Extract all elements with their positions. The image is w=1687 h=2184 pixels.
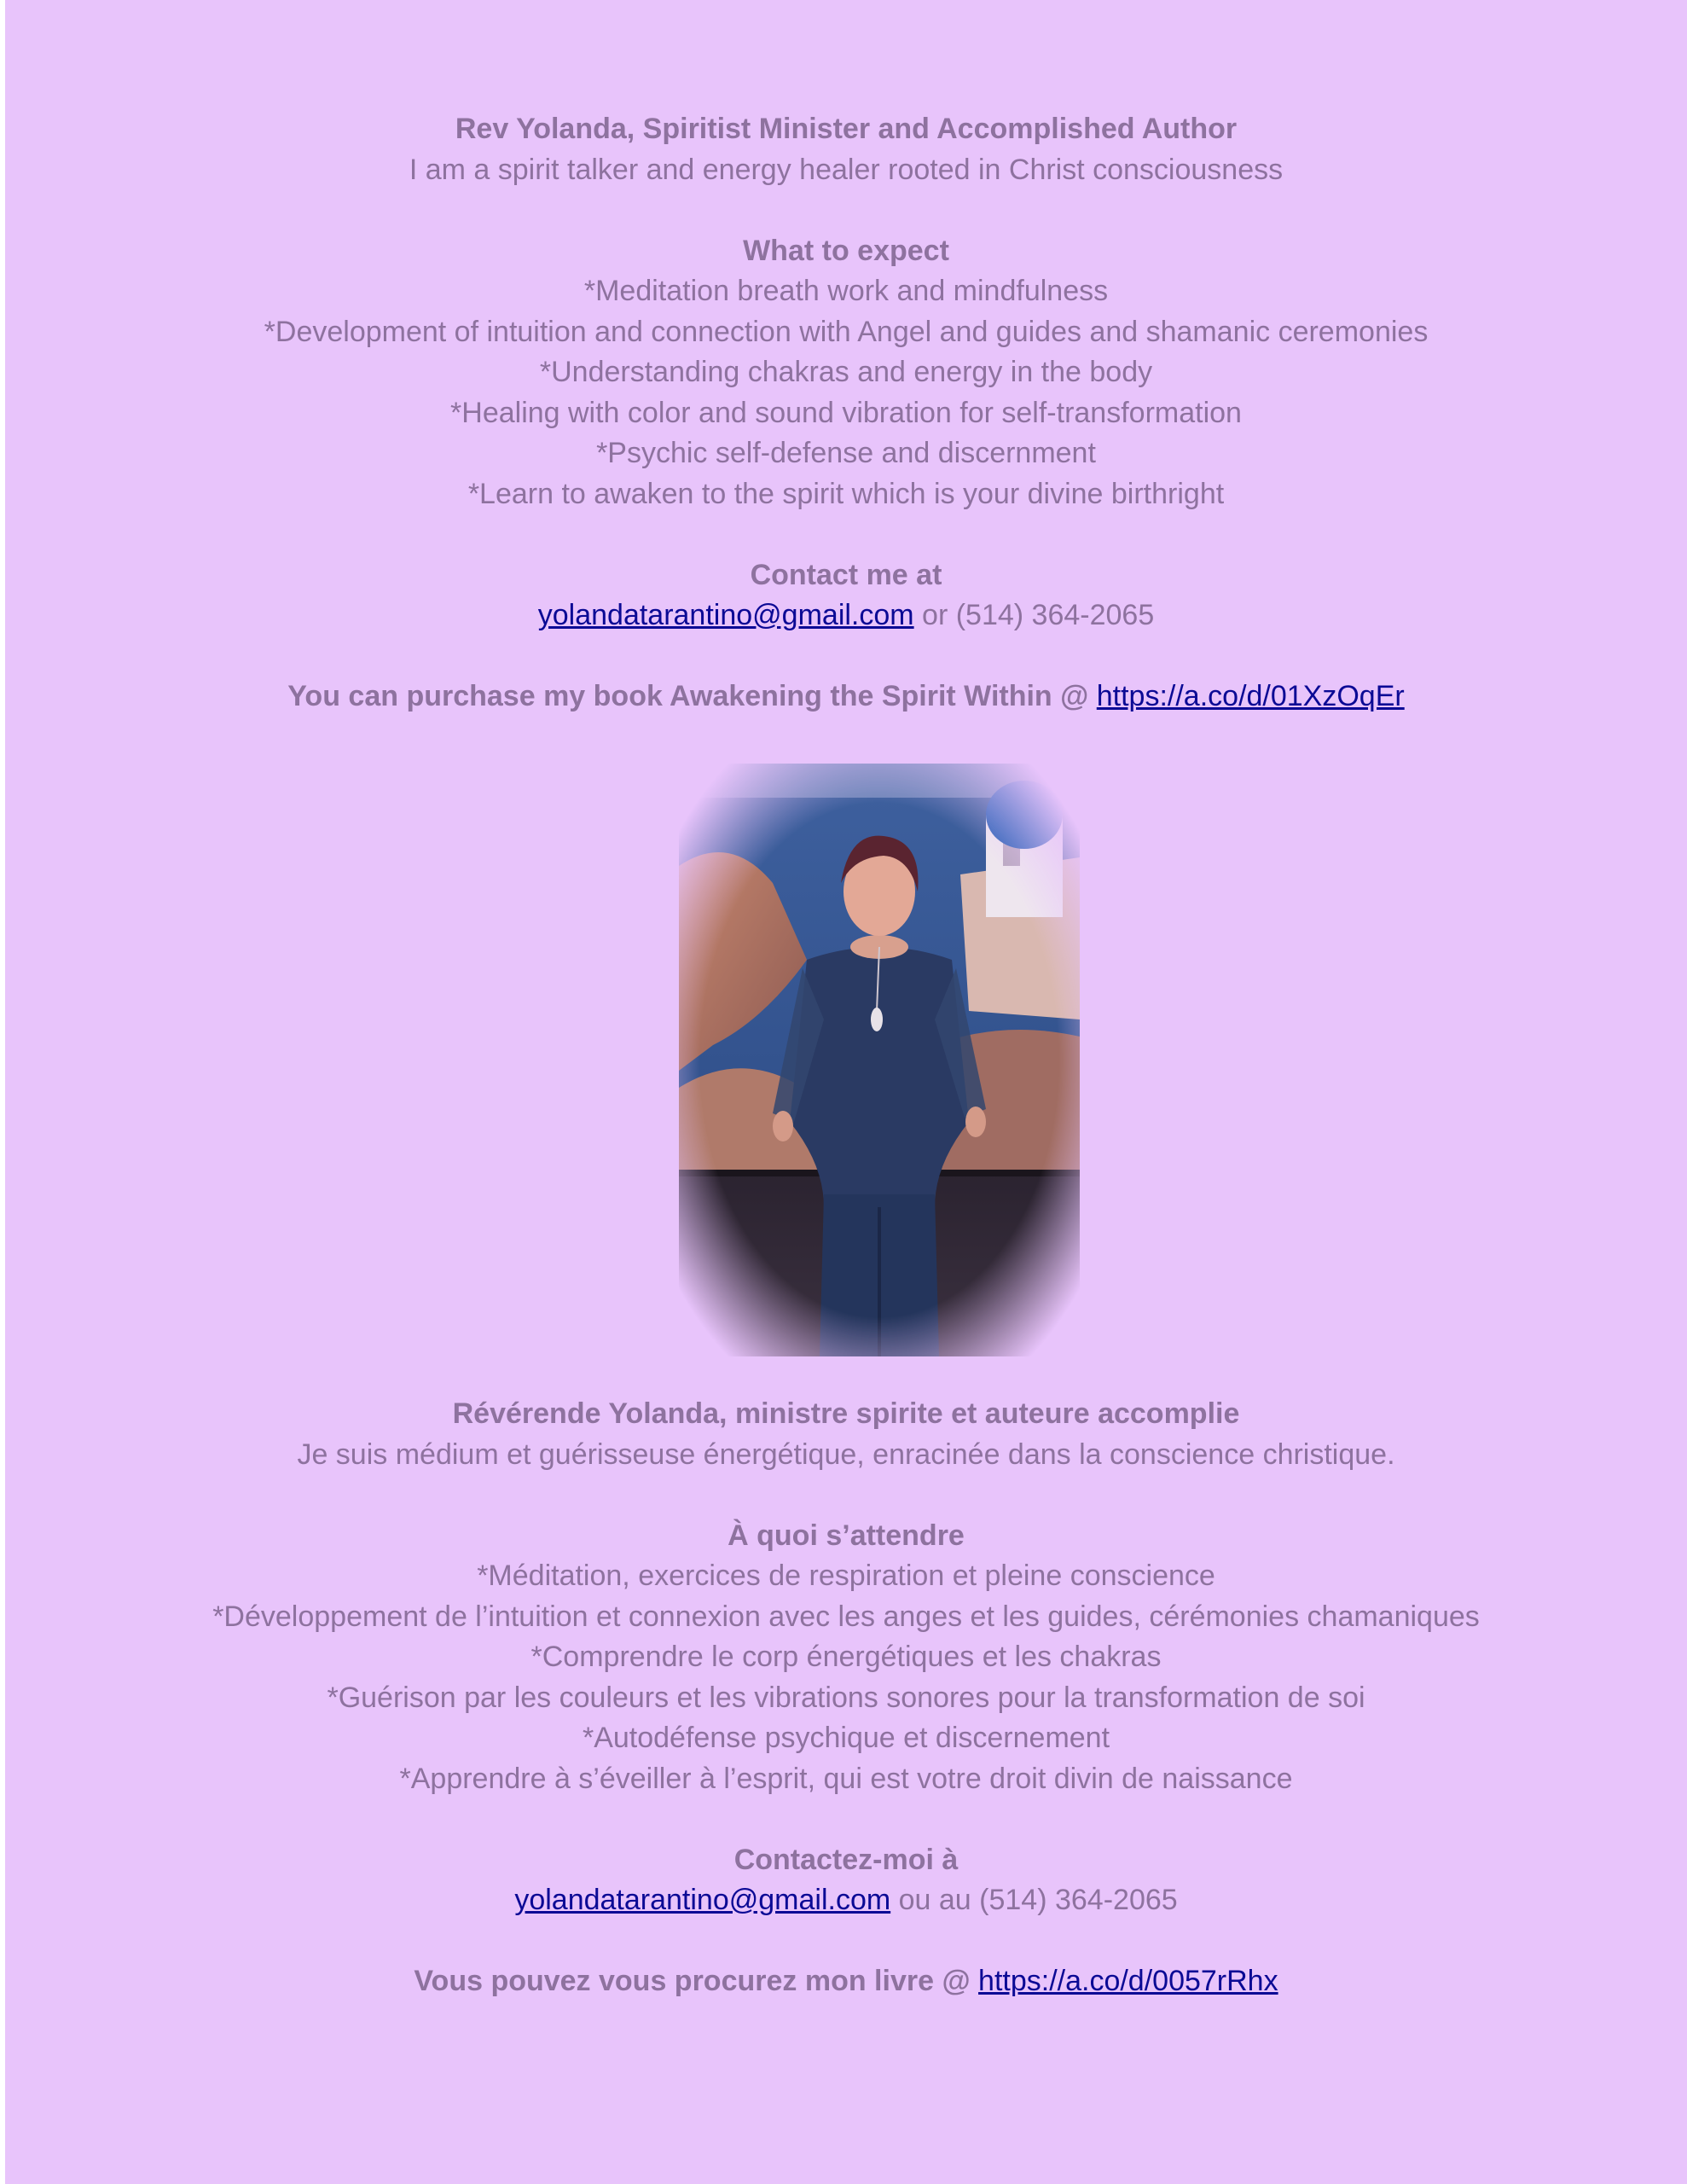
spacer — [5, 636, 1687, 677]
english-title: Rev Yolanda, Spiritist Minister and Accomplished Author — [455, 113, 1238, 145]
french-intro: Je suis médium et guérisseuse énergétique, enracinée dans la conscience christique. — [297, 1438, 1395, 1471]
english-expect-item: *Learn to awaken to the spirit which is your divine birthright — [467, 477, 1225, 510]
french-phone-text: ou au (514) 364-2065 — [890, 1884, 1178, 1916]
french-expect-item: *Guérison par les couleurs et les vibrations sonores pour la transformation de soi — [327, 1681, 1365, 1714]
french-expect-item: *Développement de l’intuition et connexion avec les anges et les guides, cérémonies chamaniques — [212, 1600, 1480, 1633]
english-book-line — [5, 677, 1687, 717]
french-expect-item: *Comprendre le corp énergétiques et les chakras — [530, 1641, 1162, 1673]
spacer — [5, 1799, 1687, 1840]
english-email-link[interactable]: yolandatarantino@gmail.com — [537, 599, 914, 631]
spacer — [5, 1475, 1687, 1516]
english-contact-heading: Contact me at — [750, 558, 942, 591]
french-expect-heading: À quoi s’attendre — [728, 1519, 965, 1552]
french-contact-line — [5, 1880, 1687, 1921]
french-expect-item: *Apprendre à s’éveiller à l’esprit, qui est votre droit divin de naissance — [399, 1762, 1293, 1795]
english-expect-item: *Development of intuition and connection with Angel and guides and shamanic ceremonies — [264, 315, 1429, 348]
spacer — [5, 514, 1687, 555]
french-email-link[interactable]: yolandatarantino@gmail.com — [514, 1884, 891, 1916]
french-contact-heading: Contactez-moi à — [733, 1843, 959, 1876]
english-expect-heading: What to expect — [743, 234, 949, 267]
french-title: Révérende Yolanda, ministre spirite et auteure accomplie — [452, 1397, 1240, 1430]
french-book-line — [5, 1961, 1687, 2002]
portrait-photo-icon — [679, 764, 1080, 1356]
french-book-link[interactable]: https://a.co/d/0057rRhx — [978, 1965, 1278, 1997]
english-contact-line — [5, 595, 1687, 636]
english-book-text: You can purchase my book Awakening the Spirit Within @ — [287, 680, 1097, 712]
spacer — [5, 1921, 1687, 1962]
english-expect-item: *Understanding chakras and energy in the body — [539, 356, 1153, 388]
portrait-illustration — [679, 764, 1080, 1356]
document-page — [5, 0, 1687, 2184]
french-expect-item: *Autodéfense psychique et discernement — [582, 1722, 1110, 1754]
spacer — [5, 190, 1687, 231]
english-section — [5, 109, 1687, 717]
french-section — [5, 1394, 1687, 2002]
french-expect-item: *Méditation, exercices de respiration et pleine conscience — [477, 1560, 1215, 1592]
english-phone-text: or (514) 364-2065 — [913, 599, 1155, 631]
english-expect-item: *Meditation breath work and mindfulness — [583, 275, 1109, 307]
english-book-link[interactable]: https://a.co/d/01XzOqEr — [1096, 680, 1405, 712]
english-intro: I am a spirit talker and energy healer rooted in Christ consciousness — [409, 153, 1284, 186]
english-expect-item: *Psychic self-defense and discernment — [596, 437, 1096, 469]
french-book-text: Vous pouvez vous procurez mon livre @ — [414, 1965, 979, 1997]
english-expect-item: *Healing with color and sound vibration for self-transformation — [450, 396, 1242, 429]
